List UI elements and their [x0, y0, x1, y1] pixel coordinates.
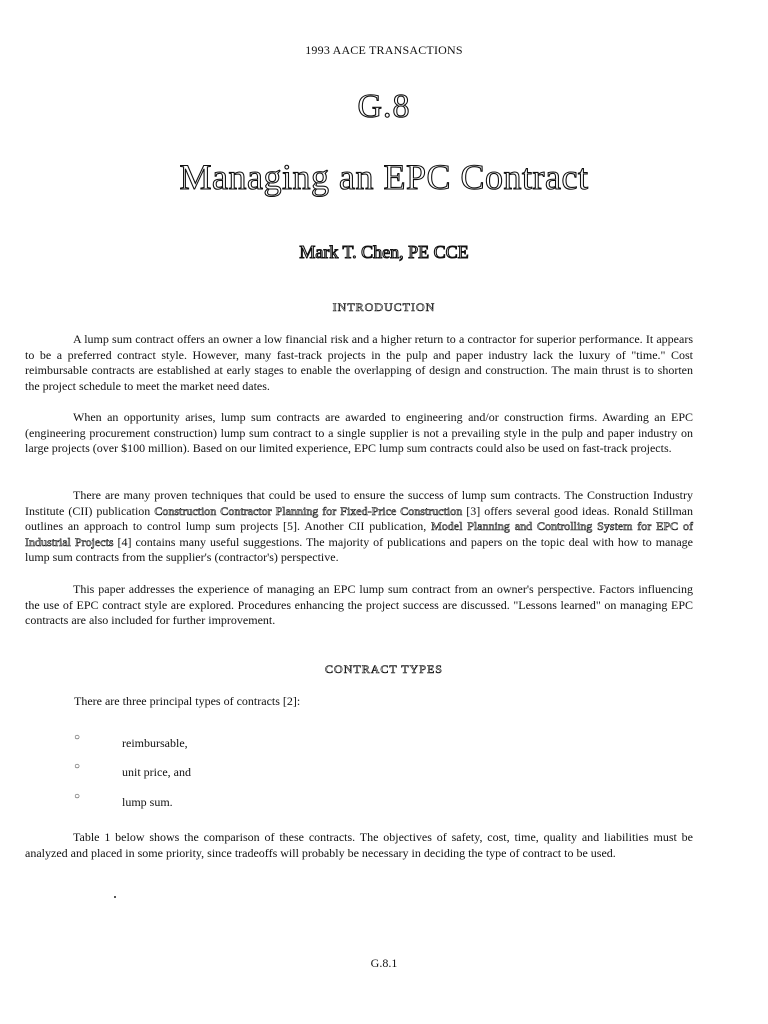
introduction-heading-text: INTRODUCTION — [332, 300, 436, 314]
contract-types-heading — [0, 662, 768, 677]
intro-paragraph-1: A lump sum contract offers an owner a low financial risk and a higher return to a contractor for superior performance. It appears to be a preferred contract style. However, many fast-track projects in the pulp and paper industry lack the luxury of "time." Cost reimbursable contracts are established at early stages to enable the overlapping of design and construction. The main thrust is to shorten the project schedule to meet the market need dates. — [25, 332, 693, 393]
cii-publication-reference-1: Construction Contractor Planning for Fixed-Price Construction — [154, 503, 463, 518]
paper-title: Managing an EPC Contract — [179, 157, 589, 197]
contract-types-intro: There are three principal types of contracts [2]: — [74, 694, 301, 708]
intro-paragraph-3 — [25, 488, 693, 566]
list-item-text: unit price, and — [122, 765, 191, 779]
intro-paragraph-3-part1: There are many proven techniques that could be used to ensure the success of lump sum contracts. The Construction Industry Institute (CII) publication — [25, 488, 693, 518]
author-name: Mark T. Chen, PE CCE — [299, 242, 469, 262]
bullet-circle-icon: ○ — [74, 791, 81, 802]
contract-types-closing-paragraph: Table 1 below shows the comparison of these contracts. The objectives of safety, cost, time, quality and liabilities must be analyzed and placed in some priority, since tradeoffs will probably be necessary in deciding the type of contract to be used. — [25, 830, 693, 860]
intro-paragraph-4: This paper addresses the experience of managing an EPC lump sum contract from an owner's perspective. Factors influencing the use of EPC contract style are explored. Procedures enhancing the project success are discussed. "Lessons learned" on managing EPC contracts are also included for further improvement. — [25, 582, 693, 628]
page-number: G.8.1 — [370, 956, 398, 970]
running-head: 1993 AACE TRANSACTIONS — [305, 43, 463, 57]
bullet-circle-icon: ○ — [74, 761, 81, 772]
scan-speck — [114, 896, 116, 898]
intro-paragraph-3-part3: [4] contains many useful suggestions. The majority of publications and papers on the topic deal with how to manage lump sum contracts from the supplier's (contractor's) perspective. — [25, 534, 694, 565]
contract-types-heading-text: CONTRACT TYPES — [325, 662, 443, 676]
list-item-text: reimbursable, — [122, 736, 188, 750]
introduction-heading — [0, 300, 768, 315]
list-item-text: lump sum. — [122, 795, 173, 809]
bullet-circle-icon: ○ — [74, 732, 81, 743]
intro-paragraph-3-part2: [3] offers several good ideas. Ronald Stillman outlines an approach to control lump sum projects [5]. Another CII publication, — [25, 503, 694, 534]
cii-publication-reference-2: Model Planning and Controlling System for EPC of Industrial Projects — [25, 519, 693, 549]
intro-paragraph-2: When an opportunity arises, lump sum contracts are awarded to engineering and/or construction firms. Awarding an EPC (engineering procurement construction) lump sum contract to a single supplier is not a prevailing style in the pulp and paper industry on large projects (over $100 million). Based on our limited experience, EPC lump sum contracts could also be used on fast-track projects. — [25, 410, 693, 456]
section-id: G.8 — [357, 88, 411, 125]
